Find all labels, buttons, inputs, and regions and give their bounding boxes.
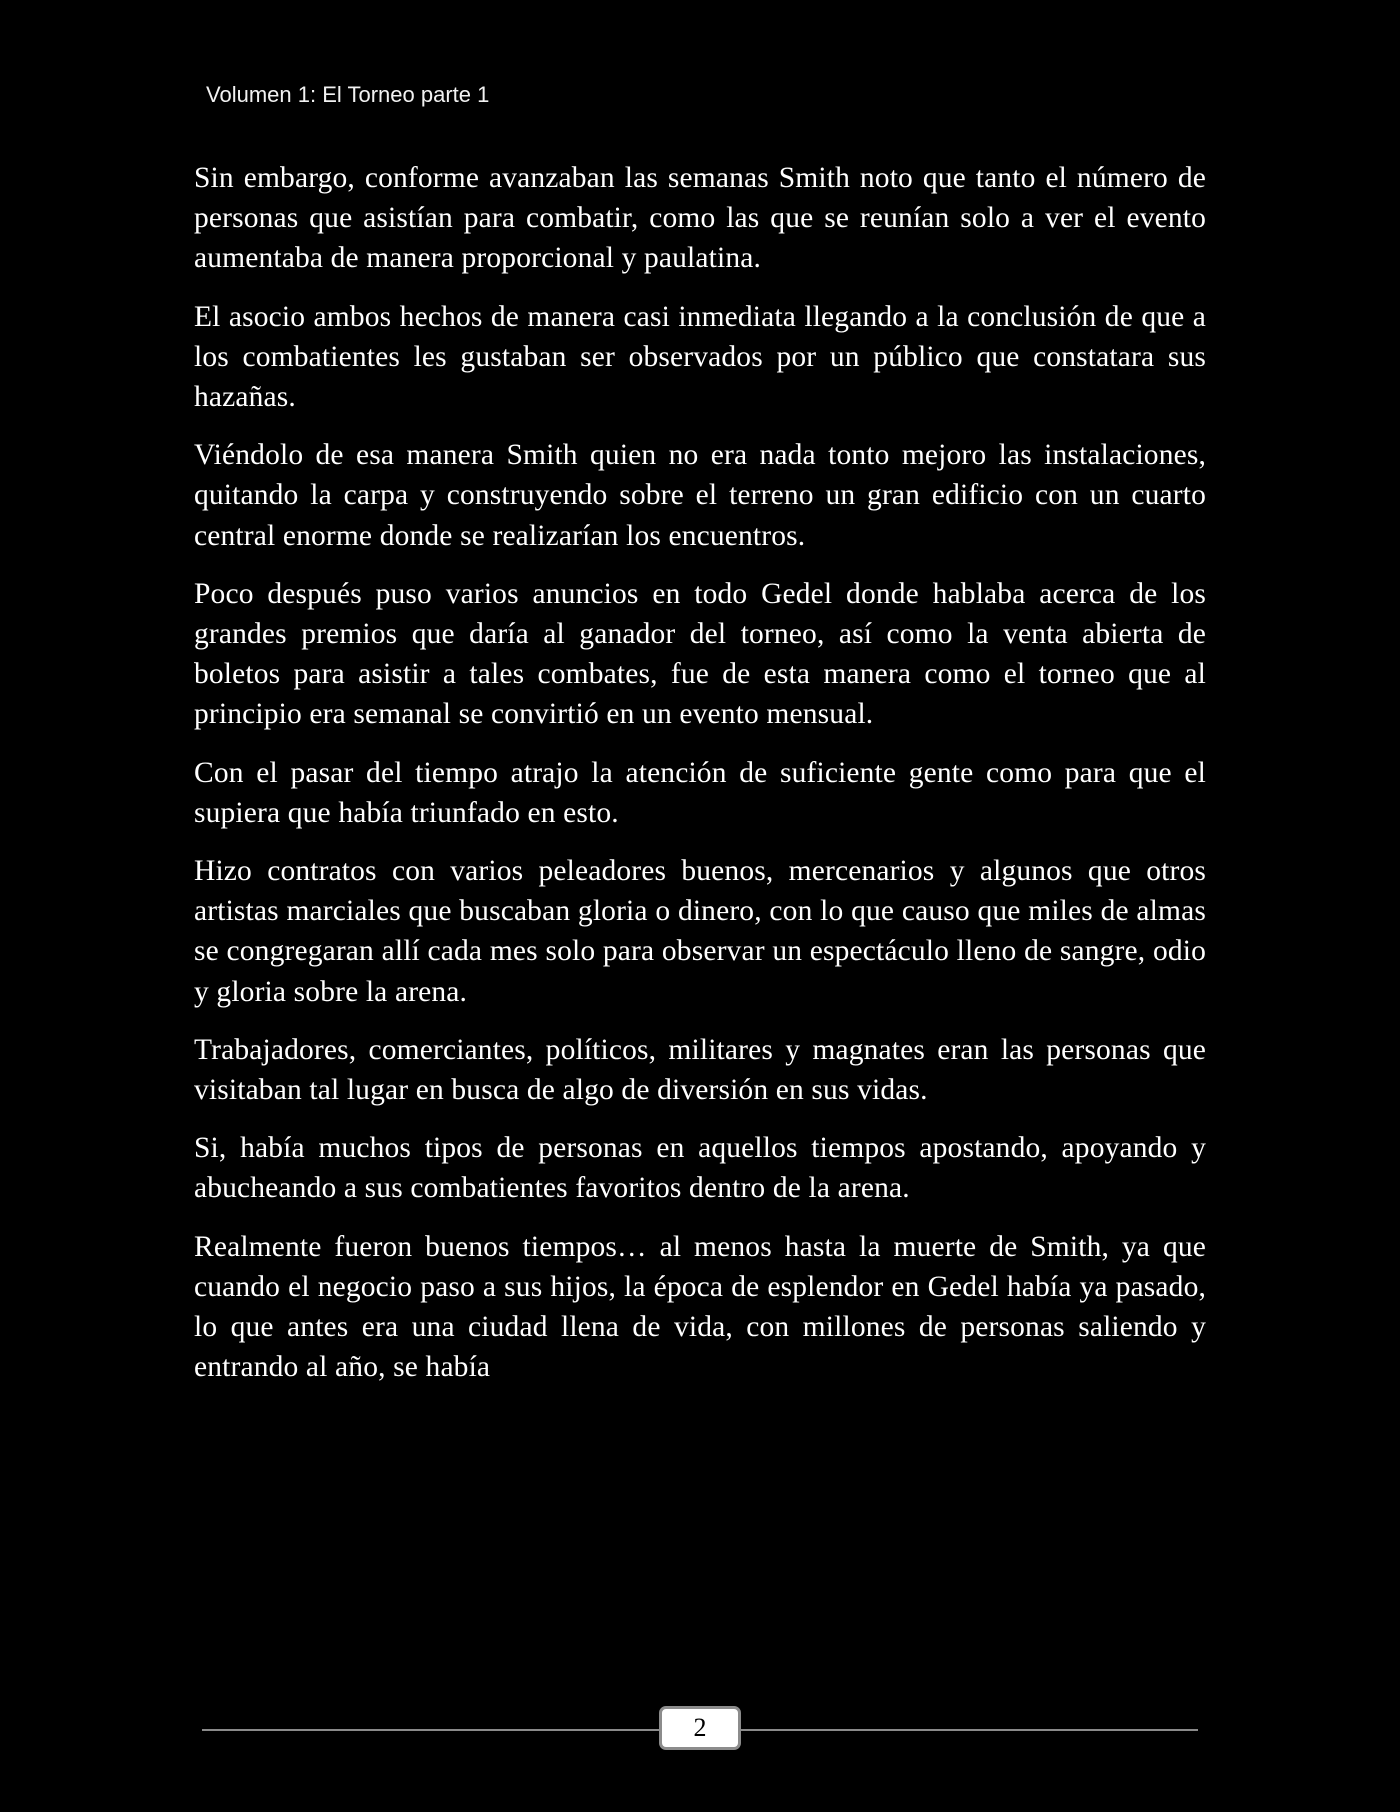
body-text [194, 158, 1206, 1405]
paragraph-4: Poco después puso varios anuncios en todo Gedel donde hablaba acerca de los grandes premios que daría al ganador del torneo, así como la venta abierta de boletos para asistir a tales combates, fue de esta manera como el torneo que al principio era semanal se convirtió en un evento mensual. [194, 577, 1206, 731]
page-footer [202, 1704, 1198, 1754]
running-header: Volumen 1: El Torneo parte 1 [206, 82, 490, 107]
page-number-box [659, 1706, 741, 1750]
paragraph-3: Viéndolo de esa manera Smith quien no era nada tonto mejoro las instalaciones, quitando la carpa y construyendo sobre el terreno un gran edificio con un cuarto central enorme donde se realizarían los encuentros. [194, 439, 1206, 552]
paragraph-5: Con el pasar del tiempo atrajo la atención de suficiente gente como para que el supiera que había triunfado en esto. [194, 756, 1206, 829]
paragraph-9: Realmente fueron buenos tiempos… al menos hasta la muerte de Smith, ya que cuando el negocio paso a sus hijos, la época de esplendor en Gedel había ya pasado, lo que antes era una ciudad llena de vida, con millones de personas saliendo y entrando al año, se había [194, 1230, 1206, 1384]
page-number: 2 [693, 1713, 707, 1742]
paragraph-6: Hizo contratos con varios peleadores buenos, mercenarios y algunos que otros artistas marciales que buscaban gloria o dinero, con lo que causo que miles de almas se congregaran allí cada mes solo para observar un espectáculo lleno de sangre, odio y gloria sobre la arena. [194, 855, 1206, 1008]
paragraph-1: Sin embargo, conforme avanzaban las semanas Smith noto que tanto el número de personas que asistían para combatir, como las que se reunían solo a ver el evento aumentaba de manera proporcional y paulatina. [194, 162, 1206, 275]
paragraph-8: Si, había muchos tipos de personas en aquellos tiempos apostando, apoyando y abucheando a sus combatientes favoritos dentro de la arena. [194, 1132, 1206, 1205]
paragraph-2: El asocio ambos hechos de manera casi inmediata llegando a la conclusión de que a los combatientes les gustaban ser observados por un público que constatara sus hazañas. [194, 300, 1206, 414]
paragraph-7: Trabajadores, comerciantes, políticos, militares y magnates eran las personas que visitaban tal lugar en busca de algo de diversión en sus vidas. [194, 1033, 1206, 1107]
